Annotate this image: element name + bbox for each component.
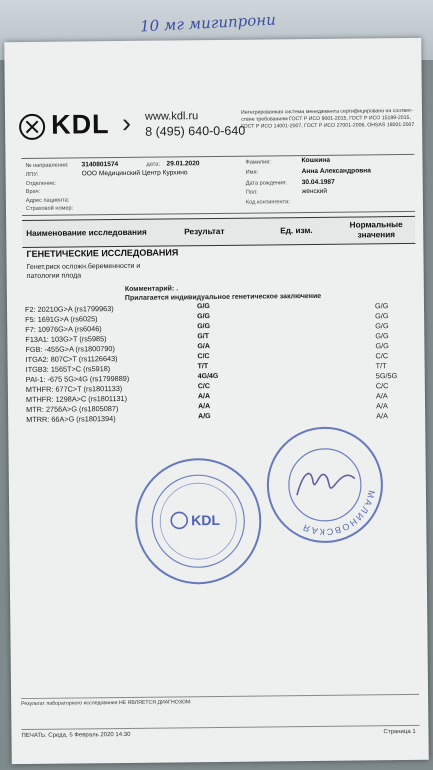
test-name: MTRR: 66A>G (rs1801394) — [26, 414, 116, 424]
lpu-value: ООО Медицинский Центр Курхино — [81, 169, 188, 178]
test-normal: C/C — [375, 381, 389, 391]
test-result: T/T — [197, 363, 209, 371]
test-result: G/A — [197, 343, 210, 351]
test-normal: A/A — [375, 391, 388, 401]
footer-divider — [21, 694, 419, 699]
test-normal: C/C — [375, 351, 389, 361]
results-table-header — [22, 216, 415, 248]
col-unit: Ед. изм. — [280, 225, 313, 236]
test-name: ITGB3: 1565T>C (rs5918) — [25, 364, 111, 374]
test-result: A/A — [197, 393, 211, 401]
test-result: G/G — [197, 313, 210, 321]
test-name: PAI-1: -675 5G>4G (rs1799889) — [25, 373, 130, 384]
cert-line-3: ГОСТ Р ИСО 14001-2007, ГОСТ Р ИСО 27001-2006, OHSAS 18001:2007 — [241, 121, 415, 130]
sex-value: женский — [301, 187, 328, 196]
test-normal: G/G — [375, 331, 389, 341]
kdl-stamp-svg — [137, 460, 260, 583]
sex-label: Пол: — [245, 189, 258, 196]
test-normal: A/A — [376, 401, 388, 411]
lpu-label: ЛПУ: — [25, 171, 39, 178]
surname-label: Фамилия: — [245, 159, 271, 166]
signature-icon — [297, 473, 355, 495]
test-result: G/G — [197, 323, 211, 331]
kdl-stamp-brand: KDL — [191, 511, 221, 529]
comment: Комментарий: . — [124, 285, 179, 293]
patient-header — [21, 154, 415, 216]
col-name: Наименование исследования — [26, 227, 147, 238]
test-normal: G/G — [375, 311, 389, 321]
birth-value: 30.04.1987 — [301, 178, 335, 187]
brand-name: KDL — [50, 109, 110, 140]
order-label: № направления: — [25, 162, 69, 169]
name-value: Анна Александровна — [301, 167, 371, 176]
test-result: A/G — [198, 413, 211, 421]
test-result: 4G/4G — [197, 372, 219, 381]
order-value: 3140801574 — [81, 161, 119, 169]
name-label: Имя: — [245, 169, 259, 176]
section-subtitle-1: Генет.риск осложн.беременности и — [26, 262, 141, 271]
kdl-stamp — [135, 458, 262, 585]
doctor-label: Врач: — [25, 188, 41, 195]
footer-line-1: Результат лабораторного исследования НЕ ЯВЛЯЕТСЯ ДИАГНОЗОМ. — [21, 699, 192, 708]
stamp-ring-label: МАЛИНОВСКАЯ — [300, 489, 377, 538]
date-value: 29.01.2020 — [166, 160, 200, 168]
doctor-stamp — [266, 426, 383, 543]
kdl-stamp-logo-icon — [171, 512, 187, 528]
test-result: C/C — [197, 383, 210, 391]
test-name: FGB: -455G>A (rs1800790) — [25, 344, 115, 354]
test-name: MTHFR: 1298A>C (rs1801131) — [25, 393, 128, 404]
date-label: дата: — [146, 161, 160, 168]
cert-line-1: Интегрированная система менеджмента сертифицирована на соответ- — [240, 107, 413, 116]
brand-website: www.kdl.ru — [144, 110, 199, 123]
brand-phone: 8 (495) 640-0-640 — [145, 123, 246, 139]
test-name: MTHFR: 677C>T (rs1801133) — [25, 383, 123, 394]
test-name: F5: 1691G>A (rs6025) — [25, 314, 98, 324]
test-normal: A/A — [376, 411, 388, 421]
birth-label: Дата рождения: — [245, 180, 287, 187]
kdl-logo-icon — [19, 114, 45, 140]
test-result: C/C — [197, 353, 210, 361]
conclusion: Прилагается индивидуальное генетическое заключение — [124, 292, 322, 302]
stamp-ring-text — [300, 489, 377, 537]
section-title: ГЕНЕТИЧЕСКИЕ ИССЛЕДОВАНИЯ — [26, 247, 179, 259]
test-normal: G/G — [374, 301, 389, 311]
footer-divider — [21, 725, 419, 730]
col-normal: Нормальные значения — [349, 220, 403, 240]
stamp-ring-svg — [268, 428, 381, 541]
section-subtitle-2: патологии плода — [26, 272, 82, 280]
col-result: Результат — [184, 226, 225, 237]
lab-report-sheet — [4, 38, 429, 764]
test-name: MTR: 2756A>G (rs1805087) — [26, 404, 119, 414]
test-normal: 5G/5G — [375, 371, 398, 381]
test-name: F13A1: 103G>T (rs5985) — [25, 334, 107, 344]
contact-label: Код контингента: — [245, 199, 290, 206]
insurance-label: Страховой номер: — [25, 205, 74, 212]
handwritten-note: 10 мг мигипрони — [139, 10, 277, 36]
page-number: Страница 1 — [383, 728, 416, 736]
test-normal: G/G — [375, 341, 389, 351]
surname-value: Кошкина — [301, 156, 331, 165]
test-normal: T/T — [375, 361, 387, 371]
test-result: A/A — [198, 403, 211, 411]
test-name: F2: 20210G>A (rs1799963) — [24, 304, 114, 314]
test-name: F7: 10976G>A (rs6046) — [25, 324, 102, 334]
test-name: ITGA2: 807C>T (rs1126643) — [25, 354, 118, 364]
cert-line-2: ствие требованиям ГОСТ Р ИСО 9001-2015, ГОСТ Р ИСО 15189-2015, — [241, 114, 411, 123]
test-normal: G/G — [375, 321, 389, 331]
chevron-right-icon: › — [121, 107, 132, 138]
test-result: G/G — [196, 303, 210, 311]
address-label: Адрес пациента: — [25, 197, 70, 204]
print-date: ПЕЧАТЬ: Среда, 5 Февраль 2020 14:30 — [21, 731, 131, 740]
test-result: G/T — [197, 333, 210, 341]
dept-label: Отделение: — [25, 180, 56, 187]
